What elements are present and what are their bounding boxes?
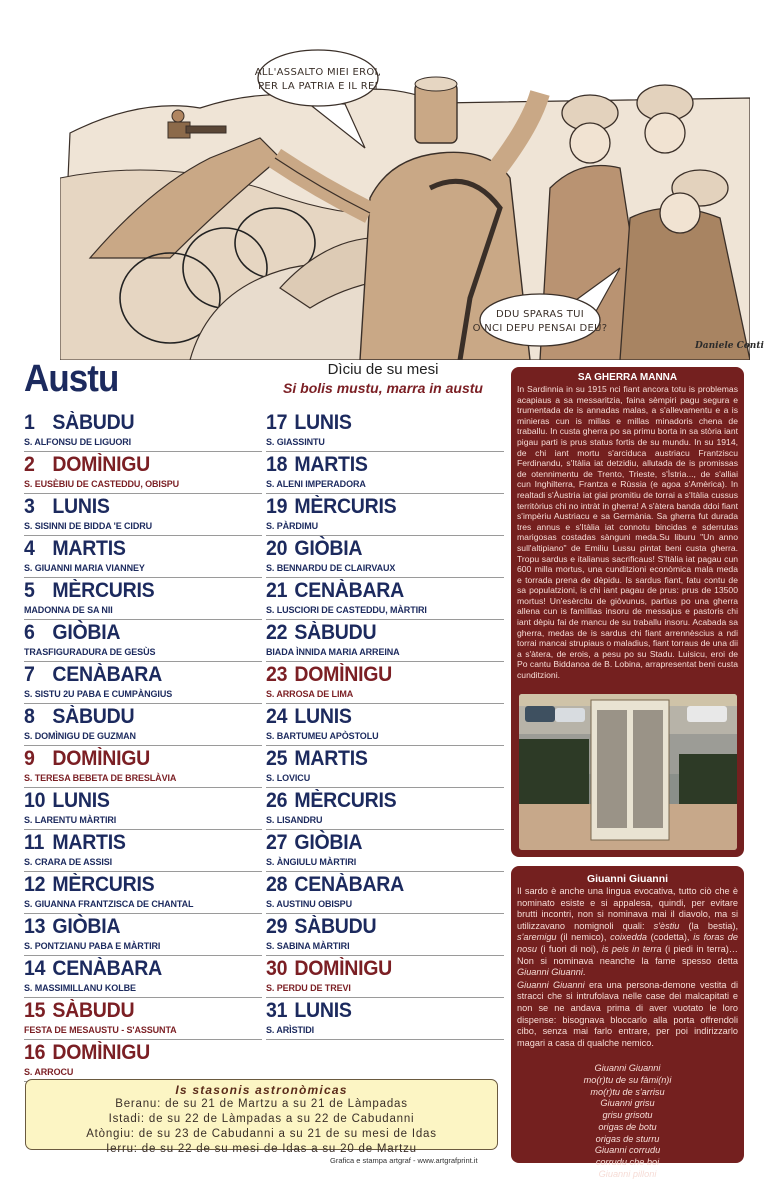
saint-of-day: S. ARÌSTIDI <box>266 1025 315 1035</box>
italic-term: coixedda <box>610 932 647 943</box>
season-spring: Beranu: de su 21 de Martzu a su 21 de Làmpadas <box>115 1098 408 1110</box>
day-number: 30 <box>266 957 288 980</box>
weekday-name: SÀBUDU <box>52 411 135 434</box>
season-summer: Istadi: de su 22 de Làmpadas a su 22 de Cabudanni <box>108 1113 415 1125</box>
day-heading <box>266 957 392 981</box>
poem-line: mo(r)tu de s'arrisu <box>590 1086 665 1097</box>
weekday-name: CENÀBARA <box>294 579 404 602</box>
history-panel-body: In Sardinnia in su 1915 nci fiant ancora totu is problemas acapiaus a sa messaritzia, faina sèmpiri pagu segura e trumentada de is annadas malas, a s'allevamentu e a is minieras cun is millas e millas minadoris chena de traballu. In custa gherra po sa primu borta in sa stòria iant pigau parti is prus status fortis de su mundu. In su 1914, de chi iant mortu s'arciduca austriacu Frantziscu Ferdinandu, s'Itàlia iat detzidiu, allutada de is promissas de otennimentu de Trento, Trieste, s'Ìstria..., de s'alliai cun Inghilterra, Frantza e Rùssia (e agoa s'Amèrica). In realtadi s'Àustria iat giai promitiu de torrai a s'Itàlia cussus territòrius chi no intràt in gherra! A s'àtera banda ddoi fiant s'impèriu Austriacu e sa Germània. Sa gherra fut durada tres annus e s'Itàlia iat connotu bincidas e sderrutas marigosas costadas sànguni meda.Su liburu "Un anno sull'altipiano" de Emiliu Lussu pintat beni custa gherra. Tropu sardus e italianus sacrificaus! S'Itàlia iat pagau cun 600 milla mortus, una cunditzioni econòmica mala meda e torrada prena de dèpidu. Is sardus fiant, fatu contu de sa populatzioni, is chi iant pagau de prus: prus de 13500 mortus! Un'esèrcitu de giòvunus, partius po una gherra allena cun is famìllias insoru de messajus e pastoris chi iant dèpiu fai de mancu de su traballu insoru. Acabada sa gherra, medas de is sardus chi fiant arrennèscius a ndi torrai mancai strupiaus o maladius, fiant torraus de una dii a s'àtera, de erois, a pesu po su Stadu. Luisicu, eroi de Po cantu Biddanoa de B. Lobina, arrapresentat beni custa cunditzioni. <box>517 384 738 681</box>
day-number: 17 <box>266 411 288 434</box>
svg-text:DDU SPARAS TUI: DDU SPARAS TUI <box>496 309 584 320</box>
day-entry <box>24 620 262 662</box>
day-entry <box>24 536 262 578</box>
weekday-name: GIÒBIA <box>294 537 363 560</box>
weekday-name: MARTIS <box>52 831 126 854</box>
day-heading <box>266 789 396 813</box>
day-number: 7 <box>24 663 35 686</box>
day-entry <box>24 830 262 872</box>
day-number: 1 <box>24 411 35 434</box>
war-memorial-photo <box>519 694 737 850</box>
text: (i piedi in terra)… Non si nominava neanche la fame spesso detta <box>517 943 738 966</box>
day-entry <box>266 620 504 662</box>
day-heading <box>24 537 126 561</box>
weekday-name: MARTIS <box>294 747 368 770</box>
day-entry <box>266 410 504 452</box>
day-number: 16 <box>24 1041 46 1064</box>
day-heading <box>24 915 120 939</box>
day-entry <box>266 662 504 704</box>
day-number: 18 <box>266 453 288 476</box>
day-entry <box>24 998 262 1040</box>
day-number: 6 <box>24 621 35 644</box>
day-heading <box>24 495 110 519</box>
day-number: 31 <box>266 999 288 1022</box>
day-number: 2 <box>24 453 35 476</box>
weekday-name: MÈRCURIS <box>294 495 397 518</box>
weekday-name: SÀBUDU <box>294 621 377 644</box>
day-entry <box>266 956 504 998</box>
month-saying: Si bolis mustu, marra in austu <box>283 380 483 396</box>
day-heading <box>24 705 134 729</box>
day-heading <box>266 621 376 645</box>
day-heading <box>266 495 396 519</box>
day-number: 29 <box>266 915 288 938</box>
history-panel <box>511 367 744 857</box>
day-number: 19 <box>266 495 288 518</box>
svg-text:PER LA PATRIA E IL REI: PER LA PATRIA E IL REI <box>258 81 378 92</box>
day-heading <box>266 705 352 729</box>
day-entry <box>24 914 262 956</box>
weekday-name: MARTIS <box>294 453 368 476</box>
saint-of-day: BIADA ÌNNIDA MARIA ARREINA <box>266 647 400 657</box>
text: (codetta), <box>646 932 694 943</box>
weekday-name: CENÀBARA <box>52 663 162 686</box>
weekday-name: CENÀBARA <box>294 873 404 896</box>
day-heading <box>24 411 134 435</box>
day-number: 22 <box>266 621 288 644</box>
saint-of-day: FESTA DE MESAUSTU - S'ASSUNTA <box>24 1025 177 1035</box>
day-entry <box>266 830 504 872</box>
weekday-name: LUNIS <box>52 789 110 812</box>
poem-line: grisu grisotu <box>602 1110 653 1121</box>
day-heading <box>266 537 362 561</box>
weekday-name: MÈRCURIS <box>52 873 155 896</box>
saint-of-day: S. ÀNGIULU MÀRTIRI <box>266 857 357 867</box>
poem-line: Giuanni corrudu <box>594 1145 661 1156</box>
day-number: 24 <box>266 705 288 728</box>
day-heading <box>266 411 352 435</box>
day-heading <box>266 747 368 771</box>
saint-of-day: S. MASSIMILLANU KOLBE <box>24 983 136 993</box>
day-number: 14 <box>24 957 46 980</box>
saint-of-day: S. PERDU DE TREVI <box>266 983 351 993</box>
weekday-name: GIÒBIA <box>52 915 121 938</box>
folklore-paragraph-1 <box>511 885 744 979</box>
saint-of-day: S. PONTZIANU PABA E MÀRTIRI <box>24 941 161 951</box>
weekday-name: LUNIS <box>294 999 352 1022</box>
day-heading <box>24 579 154 603</box>
saint-of-day: S. TERESA BEBETA DE BRESLÀVIA <box>24 773 177 783</box>
day-entry <box>266 914 504 956</box>
saint-of-day: S. GIASSINTU <box>266 437 325 447</box>
day-entry <box>24 788 262 830</box>
day-number: 25 <box>266 747 288 770</box>
day-entry <box>266 704 504 746</box>
weekday-name: DOMÌNIGU <box>52 747 151 770</box>
weekday-name: LUNIS <box>52 495 110 518</box>
saint-of-day: S. EUSÈBIU DE CASTEDDU, OBISPU <box>24 479 180 489</box>
italic-term: is peis in terra <box>601 943 662 954</box>
day-heading <box>266 453 368 477</box>
seasons-title: Is stasonis astronòmicas <box>175 1083 348 1097</box>
folklore-poem <box>511 1063 744 1180</box>
saint-of-day: S. ARROSA DE LIMA <box>266 689 354 699</box>
day-number: 13 <box>24 915 46 938</box>
poem-line: origas de botu <box>598 1121 657 1132</box>
day-entry <box>24 410 262 452</box>
day-heading <box>24 999 134 1023</box>
season-autumn: Atòngiu: de su 23 de Cabudanni a su 21 de su mesi de Idas <box>86 1128 437 1140</box>
day-entry <box>266 494 504 536</box>
weekday-name: SÀBUDU <box>52 999 135 1022</box>
saint-of-day: TRASFIGURADURA DE GESÙS <box>24 647 156 657</box>
saint-of-day: S. BARTUMEU APÒSTOLU <box>266 731 379 741</box>
day-heading <box>24 453 150 477</box>
printer-credit: Grafica e stampa artgraf - www.artgrafprint.it <box>330 1156 478 1165</box>
history-panel-title: SA GHERRA MANNA <box>577 372 678 383</box>
day-heading <box>24 789 110 813</box>
text: era una persona-demone vestita di stracci che si intrufolava nelle case dei malcapitati e non se ne andava prima di aver vuotato le loro dispense: bisognava bloccarlo alla porta offrendoli cibo, senza mai farlo entrare, per poi indirizzarlo magari a casa di qualche nemico. <box>517 979 738 1048</box>
day-number: 3 <box>24 495 35 518</box>
day-heading <box>24 873 154 897</box>
italic-term: Giuanni Giuanni <box>517 967 583 978</box>
weekday-name: CENÀBARA <box>52 957 162 980</box>
day-heading <box>266 999 352 1023</box>
day-number: 15 <box>24 999 46 1022</box>
text: (il nemico), <box>556 932 611 943</box>
saint-of-day: S. AUSTINU OBISPU <box>266 899 352 909</box>
day-entry <box>266 998 504 1040</box>
day-heading <box>266 873 404 897</box>
day-entry <box>24 872 262 914</box>
weekday-name: MÈRCURIS <box>52 579 155 602</box>
day-number: 4 <box>24 537 35 560</box>
day-number: 26 <box>266 789 288 812</box>
day-number: 12 <box>24 873 46 896</box>
day-heading <box>266 915 376 939</box>
day-heading <box>266 579 404 603</box>
italic-term: Giuanni Giuanni <box>517 979 585 990</box>
trench-scene-drawing <box>60 38 750 360</box>
poem-line: Giuanni grisu <box>600 1098 655 1109</box>
day-entry <box>24 956 262 998</box>
saint-of-day: S. GIUANNI MARIA VIANNEY <box>24 563 145 573</box>
saint-of-day: S. ARROCU <box>24 1067 74 1077</box>
weekday-name: DOMÌNIGU <box>294 663 393 686</box>
text: . <box>582 967 586 978</box>
saint-of-day: S. SISINNI DE BIDDA 'E CIDRU <box>24 521 153 531</box>
day-heading <box>266 663 392 687</box>
poem-line: mo(r)tu de su fàmi(n)i <box>583 1075 672 1086</box>
day-number: 21 <box>266 579 288 602</box>
saint-of-day: S. CRARA DE ASSISI <box>24 857 113 867</box>
day-number: 10 <box>24 789 46 812</box>
day-heading <box>24 747 150 771</box>
weekday-name: MÈRCURIS <box>294 789 397 812</box>
day-entry <box>266 452 504 494</box>
day-entry <box>266 746 504 788</box>
saint-of-day: S. SISTU 2U PABA E CUMPÀNGIUS <box>24 689 173 699</box>
day-heading <box>24 1041 150 1065</box>
day-number: 5 <box>24 579 35 602</box>
day-entry <box>24 704 262 746</box>
saying-label: Dìciu de su mesi <box>327 361 439 378</box>
day-number: 23 <box>266 663 288 686</box>
saint-of-day: S. DOMÌNIGU DE GUZMAN <box>24 731 136 741</box>
saint-of-day: S. LISANDRU <box>266 815 323 825</box>
day-heading <box>24 957 162 981</box>
saint-of-day: S. GIUANNA FRANTZISCA DE CHANTAL <box>24 899 194 909</box>
day-heading <box>24 831 126 855</box>
folklore-panel-title: Giuanni Giuanni <box>586 873 669 885</box>
saint-of-day: S. BENNARDU DE CLAIRVAUX <box>266 563 396 573</box>
saint-of-day: S. ALFONSU DE LIGUORI <box>24 437 132 447</box>
weekday-name: DOMÌNIGU <box>294 957 393 980</box>
weekday-name: GIÒBIA <box>294 831 363 854</box>
day-entry <box>266 536 504 578</box>
weekday-name: GIÒBIA <box>52 621 121 644</box>
folklore-panel <box>511 866 744 1179</box>
day-entry <box>24 452 262 494</box>
folklore-paragraph-2 <box>511 979 744 1050</box>
day-entry <box>266 788 504 830</box>
saint-of-day: S. LOVICU <box>266 773 311 783</box>
day-number: 27 <box>266 831 288 854</box>
saint-of-day: MADONNA DE SA NII <box>24 605 113 615</box>
days-column-right <box>266 410 504 1040</box>
day-entry <box>266 578 504 620</box>
svg-text:O NCI DEPU PENSAI DEU?: O NCI DEPU PENSAI DEU? <box>472 323 608 334</box>
day-number: 11 <box>24 831 45 854</box>
weekday-name: SÀBUDU <box>294 915 377 938</box>
astronomical-seasons-box <box>25 1079 498 1155</box>
weekday-name: MARTIS <box>52 537 126 560</box>
day-heading <box>266 831 362 855</box>
weekday-name: LUNIS <box>294 411 352 434</box>
weekday-name: LUNIS <box>294 705 352 728</box>
saint-of-day: S. LARENTU MÀRTIRI <box>24 815 117 825</box>
day-entry <box>24 662 262 704</box>
month-title: Austu <box>24 358 119 400</box>
saint-of-day: S. PÀRDIMU <box>266 521 319 531</box>
poem-line: origas de sturru <box>595 1133 660 1144</box>
svg-text:ALL'ASSALTO MIEI EROI,: ALL'ASSALTO MIEI EROI, <box>254 67 382 78</box>
italic-term: s'aremigu <box>517 932 557 943</box>
days-column-left <box>24 410 262 1082</box>
day-entry <box>24 578 262 620</box>
poem-line: corrudu che boi <box>595 1156 660 1167</box>
day-entry <box>24 494 262 536</box>
day-heading <box>24 663 162 687</box>
weekday-name: DOMÌNIGU <box>52 1041 151 1064</box>
day-number: 20 <box>266 537 288 560</box>
day-entry <box>24 1040 262 1082</box>
day-entry <box>266 872 504 914</box>
day-number: 28 <box>266 873 288 896</box>
season-winter: Ierru: de su 22 de su mesi de Idas a su 20 de Martzu <box>106 1143 417 1155</box>
italic-term: s'èstiu <box>653 920 680 931</box>
poem-line: Giuanni Giuanni <box>594 1063 661 1074</box>
text: (i fuori di noi), <box>536 943 602 954</box>
text: (la bestia), <box>679 920 738 931</box>
day-number: 8 <box>24 705 35 728</box>
day-entry <box>24 746 262 788</box>
saint-of-day: S. ALENI IMPERADORA <box>266 479 366 489</box>
day-number: 9 <box>24 747 35 770</box>
weekday-name: DOMÌNIGU <box>52 453 151 476</box>
text: Il sardo è anche una lingua evocativa, tutto ciò che è nominato esiste e si appalesa, quindi, per evitare brutti incontri, non si nominava mai il diavolo, ma si utilizzavano nomignoli quali: <box>517 886 738 931</box>
day-heading <box>24 621 120 645</box>
weekday-name: SÀBUDU <box>52 705 135 728</box>
saint-of-day: S. SABINA MÀRTIRI <box>266 941 350 951</box>
comic-illustration <box>60 38 750 360</box>
saint-of-day: S. LUSCIORI DE CASTEDDU, MÀRTIRI <box>266 605 427 615</box>
italic-term: is foras de nosu <box>517 932 738 954</box>
artist-signature: Daniele Conti <box>695 341 764 351</box>
poem-line: Giuanni pilloni <box>598 1168 657 1179</box>
